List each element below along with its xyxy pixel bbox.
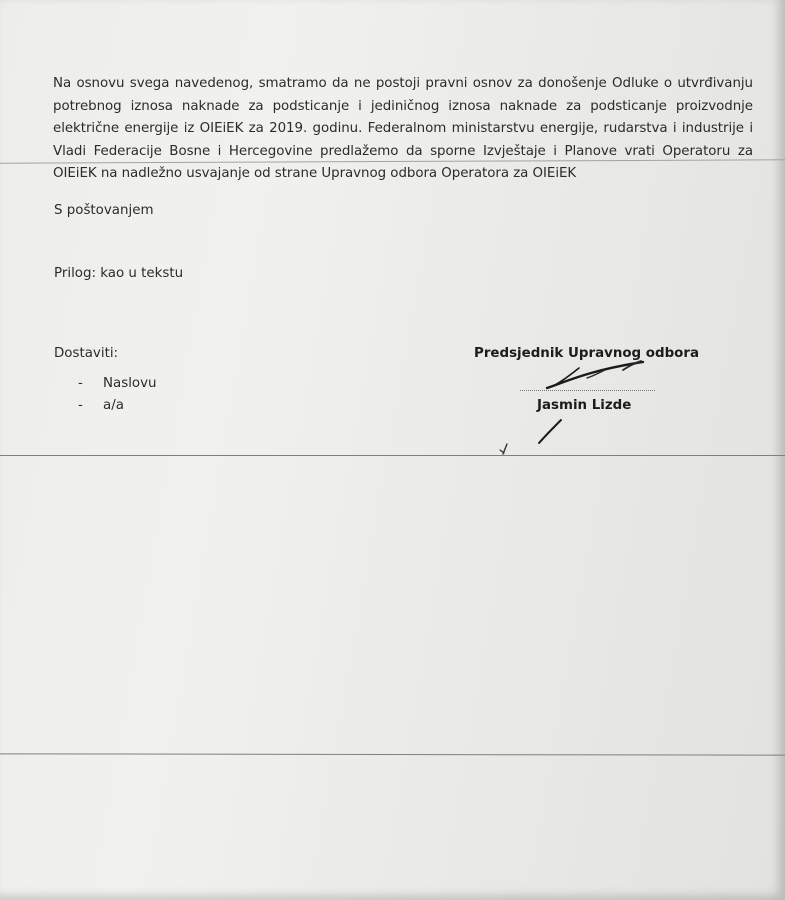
list-item-text: a/a xyxy=(103,398,124,413)
list-item xyxy=(78,374,157,396)
deliver-label: Dostaviti: xyxy=(54,346,119,361)
list-dash: - xyxy=(78,376,83,391)
list-dash: - xyxy=(78,398,83,413)
paragraph-line: potrebnog iznosa naknade za podsticanje i jediničnog iznosa naknade za podsticanje proizvodnje xyxy=(53,98,753,114)
paper-fold-line xyxy=(0,455,785,456)
deliver-list xyxy=(78,374,157,418)
paragraph-line: Vladi Federacije Bosne i Hercegovine predlažemo da sporne Izvještaje i Planove vrati Operatoru za xyxy=(53,143,753,159)
signatory-title: Predsjednik Upravnog odbora xyxy=(474,346,700,361)
handwritten-signature xyxy=(495,360,665,460)
closing-greeting: S poštovanjem xyxy=(54,203,154,218)
paragraph-line: Na osnovu svega navedenog, smatramo da ne postoji pravni osnov za donošenje Odluke o utvrđivanju xyxy=(53,76,753,91)
paragraph-line: električne energije iz OIEiEK za 2019. godinu. Federalnom ministarstvu energije, rudarstva i industrije i xyxy=(53,121,753,136)
attachment-note: Prilog: kao u tekstu xyxy=(54,266,184,281)
paper-fold-line xyxy=(0,753,785,755)
paragraph-line: OIEiEK na nadležno usvajanje od strane Upravnog odbora Operatora za OIEiEK xyxy=(53,166,577,181)
list-item xyxy=(78,396,157,418)
signatory-name: Jasmin Lizde xyxy=(537,398,632,413)
body-paragraph xyxy=(53,73,753,186)
list-item-text: Naslovu xyxy=(103,376,157,391)
